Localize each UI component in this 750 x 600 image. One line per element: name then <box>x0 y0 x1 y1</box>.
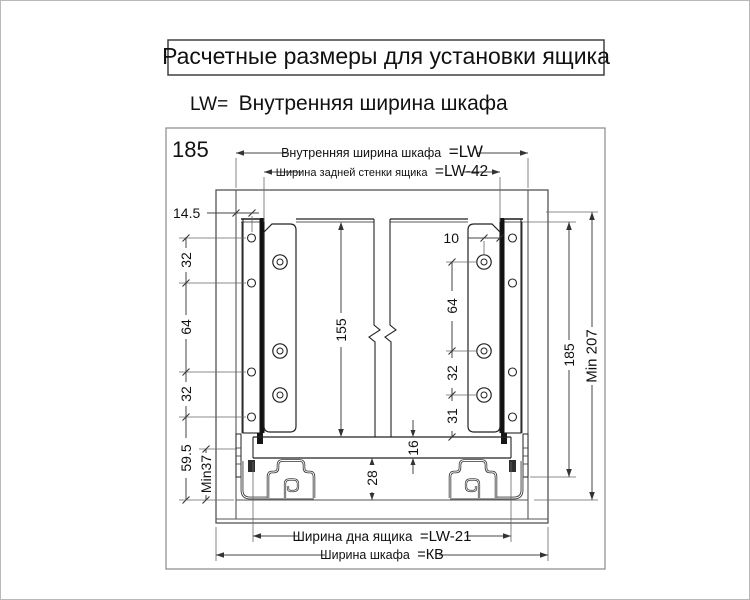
dim-bottom-clearance-text: 28 <box>364 470 380 486</box>
dim-cabinet-width-value: =КВ <box>417 547 444 563</box>
subtitle <box>190 92 508 115</box>
dim-left-chain-0: 32 <box>178 252 194 268</box>
svg-text:Ширина шкафа =КВ <box>320 546 444 563</box>
corner-height-label: 185 <box>172 137 209 162</box>
page-title: Расчетные размеры для установки ящика <box>162 43 610 69</box>
dim-inner-width-value: =LW <box>448 142 483 161</box>
dim-right-chain-1: 32 <box>444 365 460 381</box>
dim-side-offset-text: 14.5 <box>173 205 201 221</box>
dim-left-bottom-text: 59.5 <box>178 444 194 472</box>
subtitle-label: Внутренняя ширина шкафа <box>238 92 508 115</box>
dim-bottom-thickness-text: 16 <box>405 440 421 456</box>
dim-hole-offset-text: 10 <box>443 230 459 246</box>
svg-text:Ширина дна ящика =LW-21 <box>293 528 472 545</box>
dim-cabinet-width-label: Ширина шкафа <box>320 548 410 562</box>
dim-left-chain-2: 32 <box>178 386 194 402</box>
dim-side-height-text: 185 <box>561 343 577 367</box>
subtitle-var: LW= <box>190 94 229 115</box>
dim-bottom-width-value: =LW-21 <box>419 528 472 545</box>
dim-left-chain-1: 64 <box>178 319 194 335</box>
dim-right-chain-0: 64 <box>444 298 460 314</box>
dim-back-height-text: 155 <box>333 318 349 342</box>
dim-right-chain-2: 31 <box>444 408 460 424</box>
rail-hook-strip <box>236 434 241 477</box>
dim-min-inner-height-text: Min 207 <box>583 329 601 383</box>
dim-back-wall-label: Ширина задней стенки ящика <box>275 167 428 179</box>
dim-bottom-width-label: Ширина дна ящика <box>292 529 413 544</box>
dim-back-wall-value: =LW-42 <box>434 163 489 180</box>
dim-rail-min-text: Min37 <box>198 454 214 494</box>
dim-inner-width-label: Внутренняя ширина шкафа <box>281 146 442 160</box>
